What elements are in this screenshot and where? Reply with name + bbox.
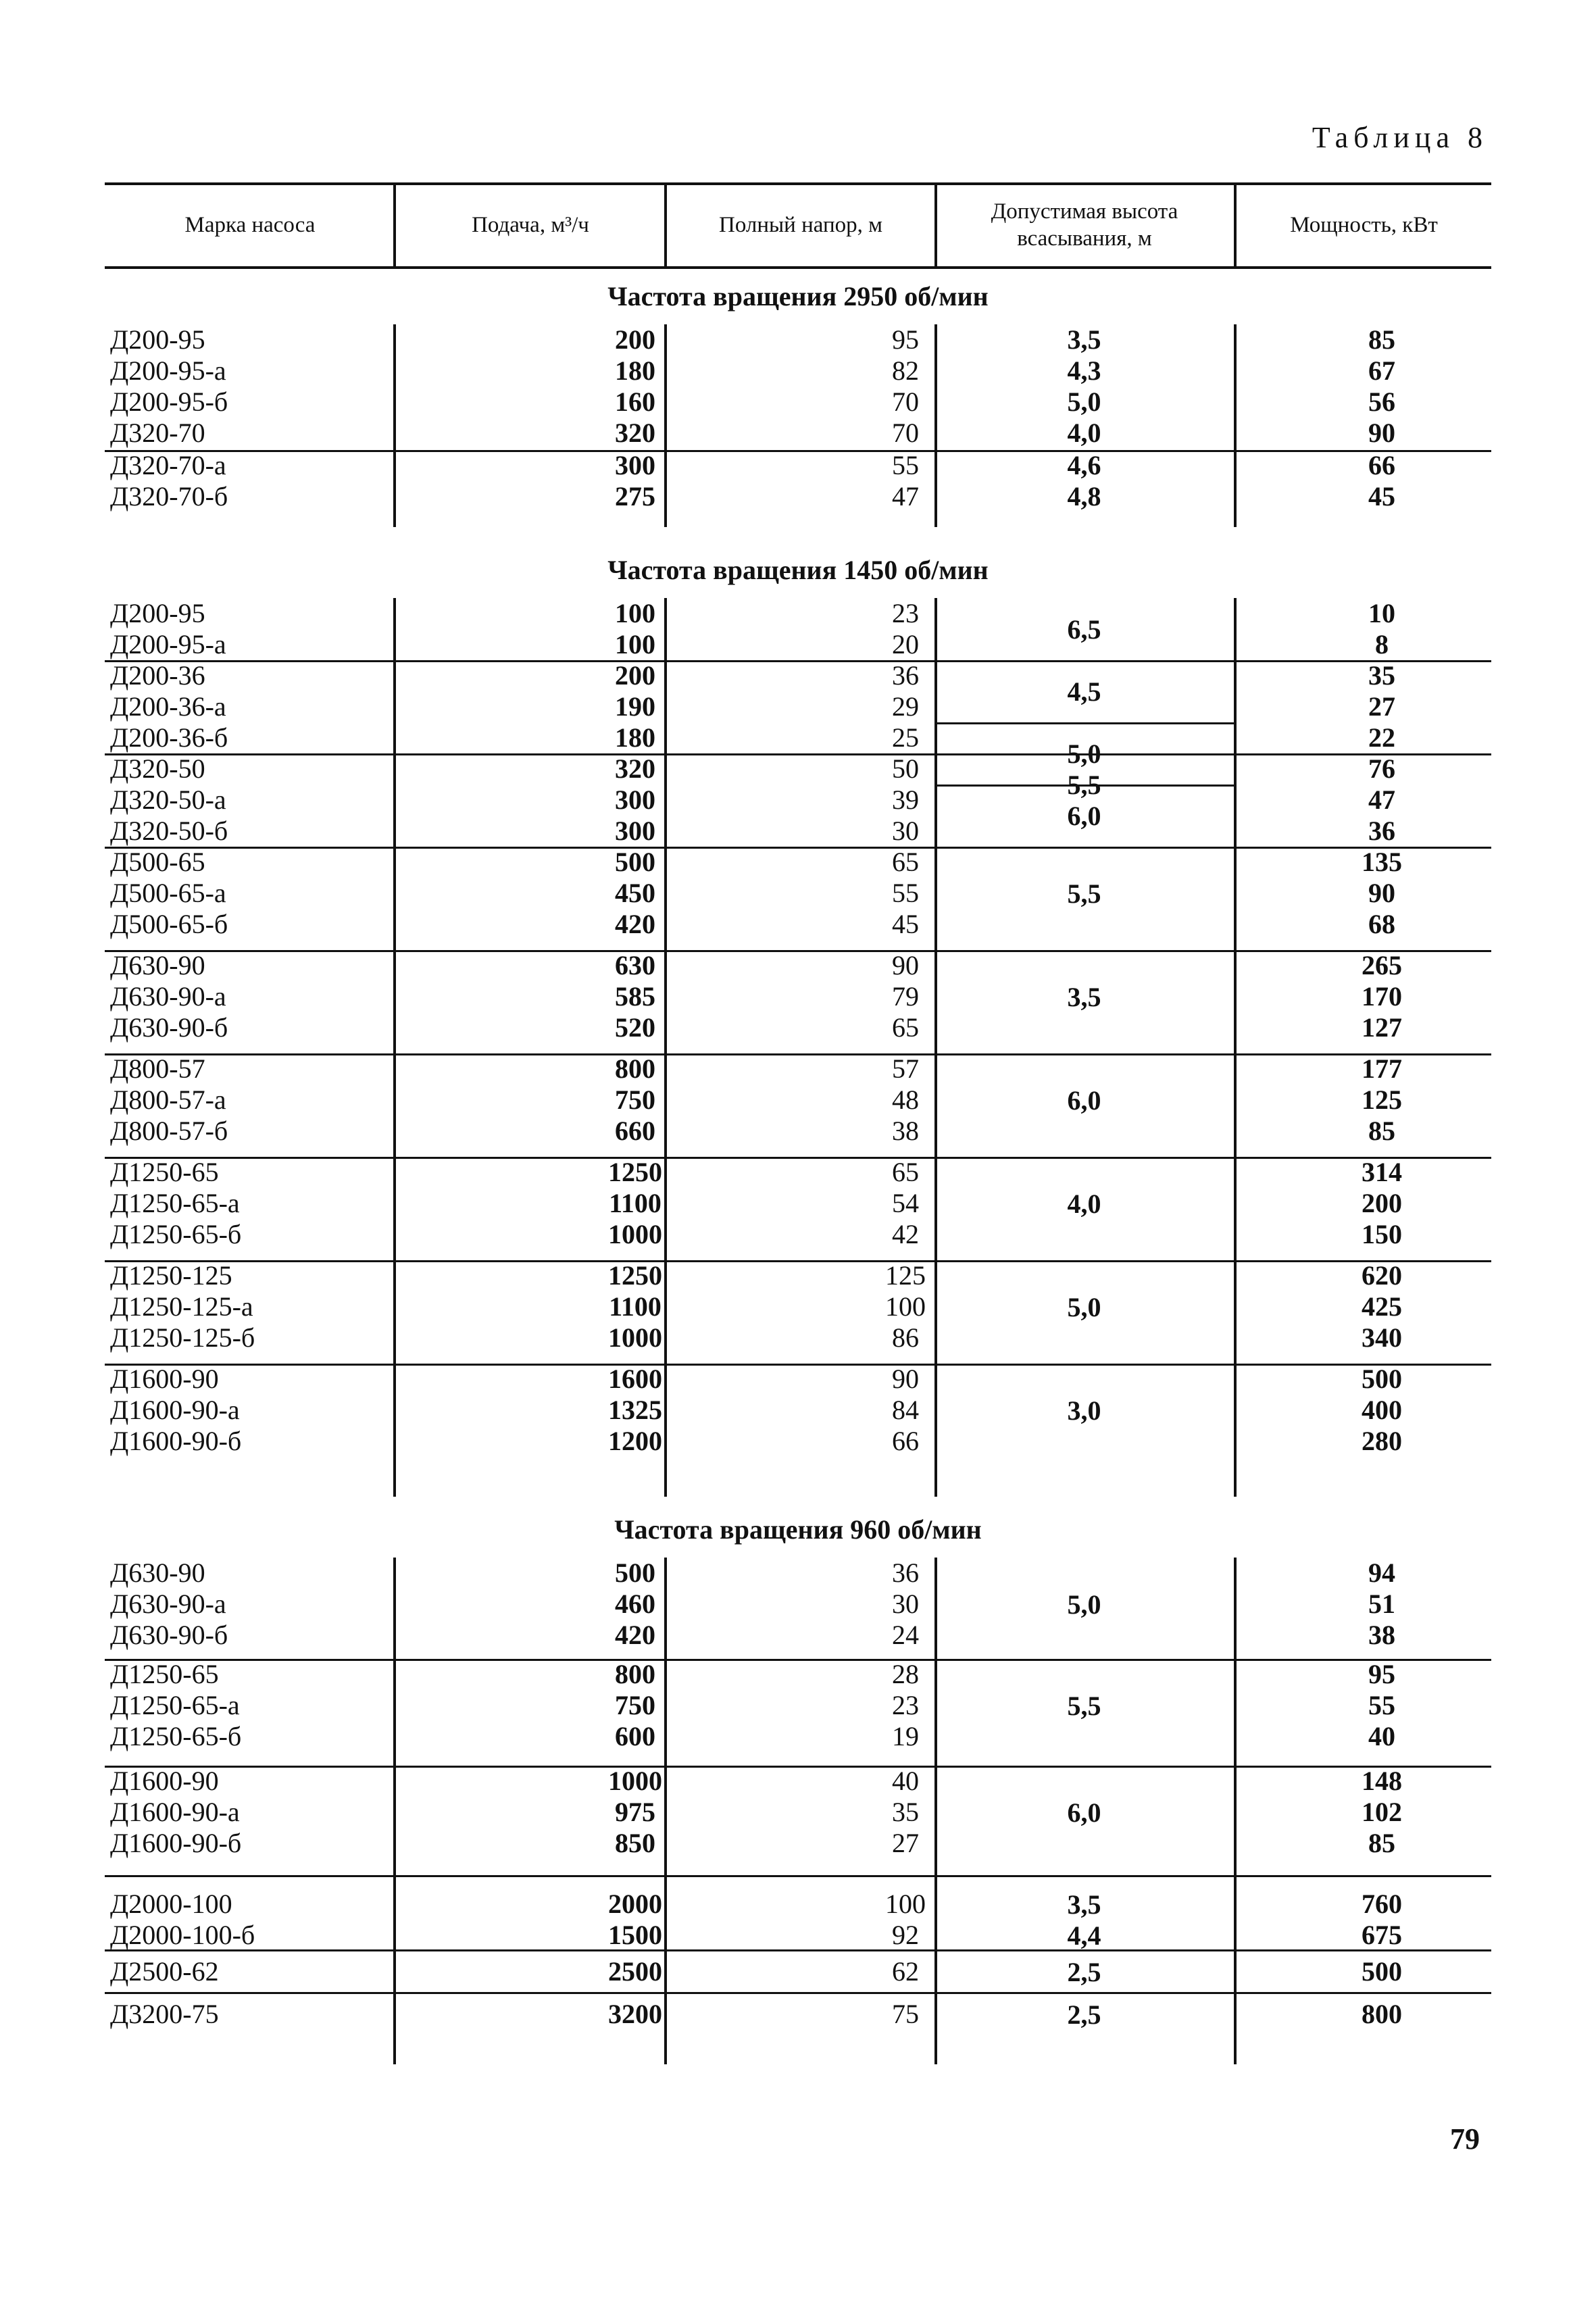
row-separator	[105, 1992, 1491, 1994]
table-row	[105, 816, 1491, 847]
cell-mark: Д320-70-б	[110, 481, 228, 512]
page-number: 79	[1450, 2122, 1480, 2156]
cell-head: 36	[892, 1558, 919, 1588]
cell-flow: 420	[615, 909, 655, 939]
table-row	[105, 1889, 1491, 1920]
cell-power: 170	[1362, 981, 1402, 1012]
cell-head: 75	[892, 1999, 919, 2029]
cell-head: 27	[892, 1828, 919, 1858]
cell-mark: Д1600-90-б	[110, 1828, 242, 1858]
cell-flow: 500	[615, 1558, 655, 1588]
table-row	[105, 1219, 1491, 1250]
cell-flow: 1000	[608, 1766, 662, 1796]
cell-power: 150	[1362, 1219, 1402, 1249]
table-row	[105, 1999, 1491, 2030]
cell-suction-group: 5,5	[1067, 770, 1101, 800]
cell-flow: 200	[615, 660, 655, 691]
cell-head: 92	[892, 1920, 919, 1950]
cell-head: 90	[892, 1364, 919, 1394]
cell-mark: Д1250-65	[110, 1157, 219, 1187]
cell-head: 66	[892, 1426, 919, 1456]
cell-power: 125	[1362, 1085, 1402, 1115]
cell-head: 70	[892, 387, 919, 417]
cell-head: 36	[892, 660, 919, 691]
table-row	[105, 1085, 1491, 1116]
cell-power: 500	[1362, 1364, 1402, 1394]
table-row	[105, 1426, 1491, 1457]
cell-power: 102	[1362, 1797, 1402, 1827]
cell-flow: 975	[615, 1797, 655, 1827]
table-row	[105, 355, 1491, 387]
cell-power: 148	[1362, 1766, 1402, 1796]
cell-flow: 320	[615, 753, 655, 784]
table-row	[105, 950, 1491, 981]
cell-suction-group: 5,5	[1067, 1691, 1101, 1721]
cell-flow: 275	[615, 481, 655, 512]
cell-power: 675	[1362, 1920, 1402, 1950]
header-head: Полный напор, м	[718, 213, 883, 237]
cell-head: 100	[885, 1291, 926, 1322]
cell-power: 35	[1368, 660, 1395, 691]
cell-suction-group: 5,0	[1067, 1589, 1101, 1620]
cell-power: 314	[1362, 1157, 1402, 1187]
cell-flow: 1100	[609, 1188, 662, 1218]
table-row	[105, 1188, 1491, 1219]
cell-head: 48	[892, 1085, 919, 1115]
cell-flow: 100	[615, 629, 655, 659]
cell-suction-group: 6,0	[1067, 1797, 1101, 1828]
table-row	[105, 691, 1491, 722]
table-row	[105, 1558, 1491, 1589]
cell-suction-group: 3,5	[1067, 982, 1101, 1012]
row-separator	[105, 1875, 1491, 1877]
table-row	[105, 847, 1491, 878]
cell-mark: Д320-50	[110, 753, 205, 784]
cell-flow: 500	[615, 847, 655, 877]
cell-power: 76	[1368, 753, 1395, 784]
cell-mark: Д1250-65-б	[110, 1721, 242, 1751]
cell-power: 45	[1368, 481, 1395, 512]
cell-power: 400	[1362, 1395, 1402, 1425]
cell-head: 90	[892, 950, 919, 980]
cell-power: 90	[1368, 878, 1395, 908]
cell-mark: Д1600-90	[110, 1364, 219, 1394]
cell-power: 85	[1368, 1828, 1395, 1858]
cell-head: 30	[892, 816, 919, 846]
cell-flow: 2000	[608, 1889, 662, 1919]
cell-power: 177	[1362, 1053, 1402, 1084]
cell-head: 30	[892, 1589, 919, 1619]
cell-head: 84	[892, 1395, 919, 1425]
cell-flow: 800	[615, 1053, 655, 1084]
table-row	[105, 1395, 1491, 1426]
cell-head: 57	[892, 1053, 919, 1084]
table-row	[105, 1920, 1491, 1951]
cell-mark: Д630-90-а	[110, 1589, 226, 1619]
cell-head: 20	[892, 629, 919, 659]
cell-mark: Д500-65-а	[110, 878, 226, 908]
cell-head: 125	[885, 1260, 926, 1291]
cell-power: 66	[1368, 450, 1395, 480]
table-row	[105, 450, 1491, 481]
cell-mark: Д2000-100-б	[110, 1920, 255, 1950]
cell-mark: Д630-90	[110, 1558, 205, 1588]
cell-power: 94	[1368, 1558, 1395, 1588]
cell-flow: 2500	[608, 1956, 662, 1987]
cell-mark: Д2000-100	[110, 1889, 232, 1919]
table-label: Таблица 8	[1312, 121, 1488, 154]
cell-flow: 1500	[608, 1920, 662, 1950]
cell-mark: Д630-90-б	[110, 1012, 228, 1043]
cell-flow: 585	[615, 981, 655, 1012]
cell-power: 47	[1368, 785, 1395, 815]
cell-mark: Д500-65	[110, 847, 205, 877]
cell-mark: Д800-57-б	[110, 1116, 228, 1146]
cell-flow: 180	[615, 722, 655, 753]
table-row	[105, 1157, 1491, 1188]
cell-power: 38	[1368, 1620, 1395, 1650]
cell-head: 54	[892, 1188, 919, 1218]
cell-head: 38	[892, 1116, 919, 1146]
cell-power: 620	[1362, 1260, 1402, 1291]
cell-power: 40	[1368, 1721, 1395, 1751]
cell-flow: 300	[615, 785, 655, 815]
cell-flow: 750	[615, 1085, 655, 1115]
cell-head: 62	[892, 1956, 919, 1987]
table-row	[105, 1797, 1491, 1828]
cell-head: 65	[892, 1157, 919, 1187]
section-title-960: Частота вращения 960 об/мин	[614, 1514, 982, 1545]
cell-power: 265	[1362, 950, 1402, 980]
cell-suction-group: 3,5	[1067, 1889, 1101, 1920]
cell-head: 39	[892, 785, 919, 815]
cell-suction: 4,8	[1067, 481, 1101, 512]
cell-head: 24	[892, 1620, 919, 1650]
cell-suction-group: 4,5	[1067, 676, 1101, 707]
cell-head: 23	[892, 1690, 919, 1720]
cell-flow: 180	[615, 355, 655, 386]
cell-head: 23	[892, 598, 919, 628]
table-row	[105, 1956, 1491, 1987]
table-row	[105, 753, 1491, 785]
cell-power: 760	[1362, 1889, 1402, 1919]
table-row	[105, 1364, 1491, 1395]
cell-power: 95	[1368, 1659, 1395, 1689]
header-power: Мощность, кВт	[1290, 213, 1438, 237]
cell-mark: Д630-90-б	[110, 1620, 228, 1650]
cell-mark: Д200-95-а	[110, 629, 226, 659]
cell-head: 70	[892, 418, 919, 448]
cell-head: 40	[892, 1766, 919, 1796]
header-flow: Подача, м³/ч	[472, 213, 589, 237]
cell-suction: 4,3	[1067, 355, 1101, 386]
cell-power: 127	[1362, 1012, 1402, 1043]
cell-flow: 420	[615, 1620, 655, 1650]
section-title-2950: Частота вращения 2950 об/мин	[607, 281, 989, 312]
cell-flow: 160	[615, 387, 655, 417]
table-row	[105, 1721, 1491, 1752]
cell-head: 65	[892, 1012, 919, 1043]
cell-mark: Д1250-125-б	[110, 1322, 255, 1353]
cell-mark: Д3200-75	[110, 1999, 219, 2029]
cell-power: 85	[1368, 1116, 1395, 1146]
cell-power: 56	[1368, 387, 1395, 417]
cell-power: 22	[1368, 722, 1395, 753]
cell-power: 36	[1368, 816, 1395, 846]
table-row	[105, 1766, 1491, 1797]
cell-flow: 660	[615, 1116, 655, 1146]
cell-flow: 1325	[608, 1395, 662, 1425]
cell-suction-group: 2,5	[1067, 1957, 1101, 1987]
table-row	[105, 1116, 1491, 1147]
cell-mark: Д1600-90-а	[110, 1395, 240, 1425]
cell-power: 200	[1362, 1188, 1402, 1218]
cell-power: 425	[1362, 1291, 1402, 1322]
cell-suction-group: 4,0	[1067, 1189, 1101, 1219]
cell-suction-group: 5,0	[1067, 739, 1101, 769]
table-row	[105, 785, 1491, 816]
cell-power: 135	[1362, 847, 1402, 877]
cell-head: 35	[892, 1797, 919, 1827]
table-row	[105, 981, 1491, 1012]
cell-mark: Д1250-125	[110, 1260, 232, 1291]
cell-suction-group: 5,5	[1067, 878, 1101, 909]
cell-mark: Д200-95	[110, 598, 205, 628]
cell-head: 25	[892, 722, 919, 753]
cell-mark: Д1250-65-б	[110, 1219, 242, 1249]
cell-mark: Д500-65-б	[110, 909, 228, 939]
cell-mark: Д200-36-а	[110, 691, 226, 722]
table-row	[105, 1589, 1491, 1620]
cell-power: 8	[1375, 629, 1389, 659]
table-row	[105, 629, 1491, 660]
cell-head: 29	[892, 691, 919, 722]
table-row	[105, 418, 1491, 449]
cell-suction: 4,6	[1067, 450, 1101, 480]
cell-power: 85	[1368, 324, 1395, 355]
cell-head: 45	[892, 909, 919, 939]
cell-suction: 3,5	[1067, 324, 1101, 355]
cell-flow: 520	[615, 1012, 655, 1043]
cell-suction-group: 6,0	[1067, 1085, 1101, 1116]
table-row	[105, 1053, 1491, 1085]
cell-head: 42	[892, 1219, 919, 1249]
cell-flow: 1100	[609, 1291, 662, 1322]
cell-mark: Д320-70	[110, 418, 205, 448]
cell-mark: Д1250-65-а	[110, 1690, 240, 1720]
cell-flow: 460	[615, 1589, 655, 1619]
cell-power: 27	[1368, 691, 1395, 722]
cell-power: 55	[1368, 1690, 1395, 1720]
table-row	[105, 324, 1491, 355]
cell-head: 28	[892, 1659, 919, 1689]
header-divider	[934, 182, 937, 268]
cell-mark: Д1600-90-а	[110, 1797, 240, 1827]
cell-suction-group: 3,0	[1067, 1395, 1101, 1426]
table-row	[105, 1690, 1491, 1721]
cell-flow: 630	[615, 950, 655, 980]
cell-flow: 320	[615, 418, 655, 448]
table-row	[105, 387, 1491, 418]
table-row	[105, 909, 1491, 940]
cell-power: 340	[1362, 1322, 1402, 1353]
table-row	[105, 1620, 1491, 1651]
cell-head: 100	[885, 1889, 926, 1919]
table-row	[105, 1260, 1491, 1291]
cell-power: 68	[1368, 909, 1395, 939]
table-row	[105, 722, 1491, 753]
cell-flow: 1250	[608, 1260, 662, 1291]
cell-head: 79	[892, 981, 919, 1012]
cell-mark: Д2500-62	[110, 1956, 219, 1987]
cell-mark: Д200-95-а	[110, 355, 226, 386]
cell-flow: 800	[615, 1659, 655, 1689]
cell-suction-group: 2,5	[1067, 1999, 1101, 2030]
cell-flow: 450	[615, 878, 655, 908]
cell-flow: 100	[615, 598, 655, 628]
table-row	[105, 1291, 1491, 1322]
cell-power: 280	[1362, 1426, 1402, 1456]
cell-mark: Д800-57-а	[110, 1085, 226, 1115]
cell-suction-group: 6,5	[1067, 614, 1101, 645]
cell-suction-group: 4,4	[1067, 1920, 1101, 1951]
cell-power: 500	[1362, 1956, 1402, 1987]
cell-mark: Д1250-65	[110, 1659, 219, 1689]
cell-flow: 1600	[608, 1364, 662, 1394]
cell-flow: 1000	[608, 1219, 662, 1249]
table-row	[105, 660, 1491, 691]
cell-head: 95	[892, 324, 919, 355]
cell-head: 47	[892, 481, 919, 512]
cell-flow: 300	[615, 816, 655, 846]
cell-head: 50	[892, 753, 919, 784]
cell-power: 800	[1362, 1999, 1402, 2029]
cell-mark: Д320-70-а	[110, 450, 226, 480]
cell-flow: 750	[615, 1690, 655, 1720]
cell-head: 55	[892, 878, 919, 908]
cell-mark: Д1600-90	[110, 1766, 219, 1796]
cell-suction-group: 5,0	[1067, 1292, 1101, 1322]
table-row	[105, 598, 1491, 629]
cell-head: 82	[892, 355, 919, 386]
cell-flow: 190	[615, 691, 655, 722]
cell-suction: 5,0	[1067, 387, 1101, 417]
header-suction: Допустимая высота всасывания, м	[991, 199, 1178, 251]
table-row	[105, 1322, 1491, 1353]
cell-head: 19	[892, 1721, 919, 1751]
cell-flow: 850	[615, 1828, 655, 1858]
cell-flow: 600	[615, 1721, 655, 1751]
cell-flow: 1250	[608, 1157, 662, 1187]
cell-power: 10	[1368, 598, 1395, 628]
cell-mark: Д320-50-а	[110, 785, 226, 815]
cell-mark: Д200-95	[110, 324, 205, 355]
cell-suction: 4,0	[1067, 418, 1101, 448]
cell-flow: 1000	[608, 1322, 662, 1353]
table-row	[105, 481, 1491, 512]
header-mark: Марка насоса	[184, 213, 316, 237]
cell-mark: Д800-57	[110, 1053, 205, 1084]
cell-flow: 300	[615, 450, 655, 480]
cell-head: 55	[892, 450, 919, 480]
table-row	[105, 1659, 1491, 1690]
cell-flow: 200	[615, 324, 655, 355]
cell-mark: Д630-90-а	[110, 981, 226, 1012]
cell-head: 65	[892, 847, 919, 877]
cell-mark: Д1250-65-а	[110, 1188, 240, 1218]
cell-mark: Д200-36-б	[110, 722, 228, 753]
cell-mark: Д630-90	[110, 950, 205, 980]
cell-power: 90	[1368, 418, 1395, 448]
cell-power: 67	[1368, 355, 1395, 386]
cell-flow: 1200	[608, 1426, 662, 1456]
cell-head: 86	[892, 1322, 919, 1353]
table-row	[105, 1012, 1491, 1043]
table-row	[105, 1828, 1491, 1859]
cell-mark: Д200-95-б	[110, 387, 228, 417]
cell-mark: Д200-36	[110, 660, 205, 691]
cell-mark: Д1250-125-а	[110, 1291, 253, 1322]
cell-mark: Д320-50-б	[110, 816, 228, 846]
cell-power: 51	[1368, 1589, 1395, 1619]
cell-flow: 3200	[608, 1999, 662, 2029]
cell-suction-group: 6,0	[1067, 801, 1101, 831]
cell-mark: Д1600-90-б	[110, 1426, 242, 1456]
table-row	[105, 878, 1491, 909]
section-title-1450: Частота вращения 1450 об/мин	[607, 555, 989, 585]
